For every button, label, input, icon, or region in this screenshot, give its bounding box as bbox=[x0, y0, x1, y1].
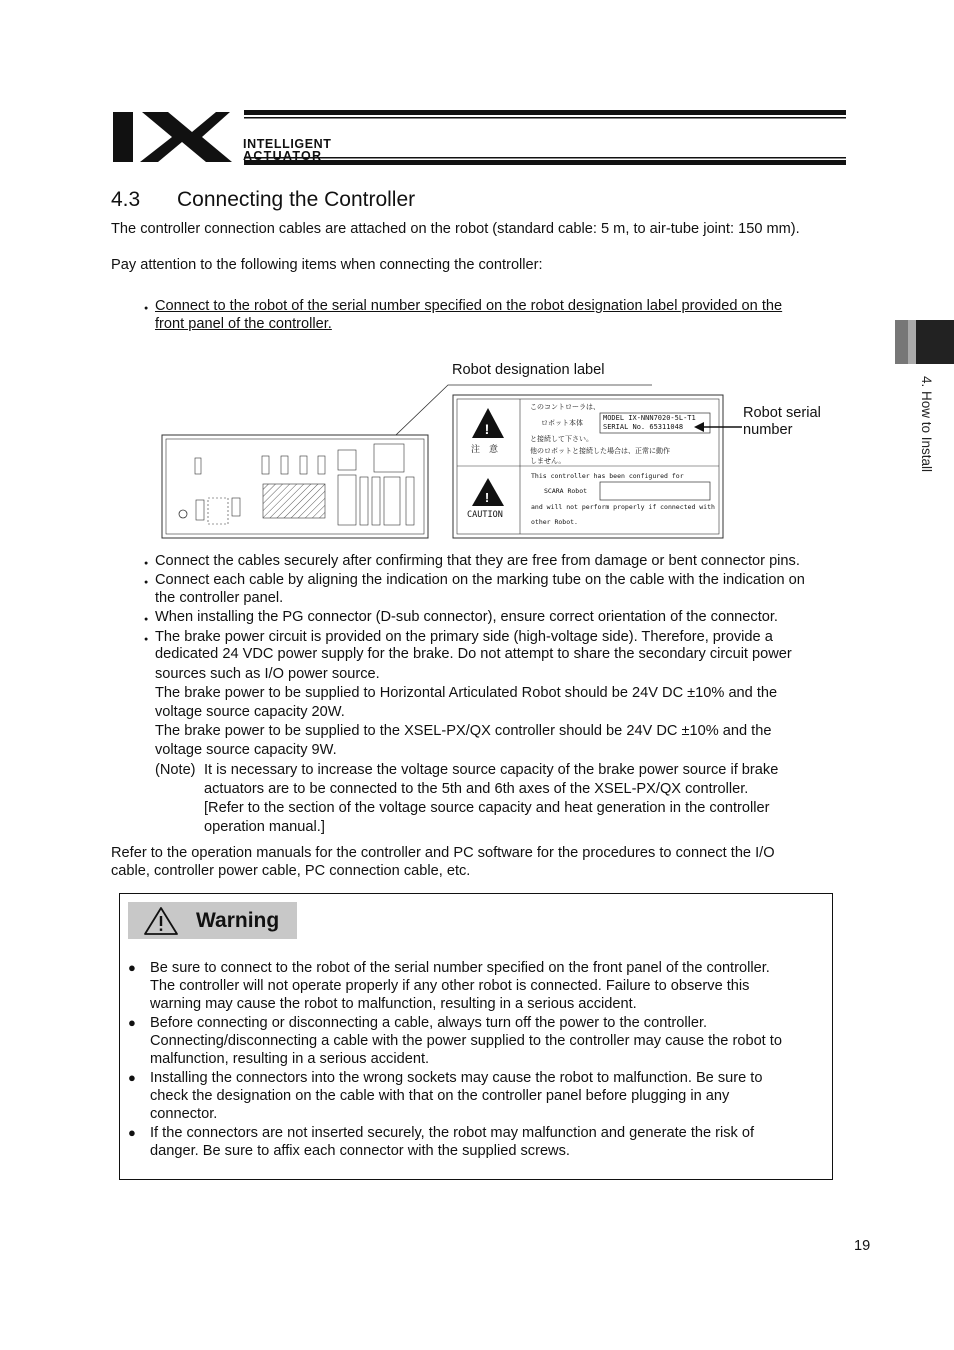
warning-item-cont: malfunction, resulting in a serious accident. bbox=[150, 1051, 430, 1067]
jp-line1: このコントローラは、 bbox=[530, 403, 600, 411]
note-prefix: (Note) bbox=[155, 762, 196, 778]
list-item: ● Connect each cable by aligning the indication on the marking tube on the cable with the indication on bbox=[155, 571, 805, 590]
brake-text: The brake power to be supplied to Horizontal Articulated Robot should be 24V DC ±10% and the bbox=[155, 685, 778, 701]
jp-line5: しません。 bbox=[530, 457, 566, 465]
page-number: 19 bbox=[854, 1238, 871, 1254]
warning-item-cont: connector. bbox=[150, 1106, 218, 1122]
intro-paragraph: The controller connection cables are attached on the robot (standard cable: 5 m, to air-tube joint: 150 mm). bbox=[111, 221, 800, 237]
jp-line2: ロボット本体 bbox=[541, 419, 583, 427]
jp-line3: と接続して下さい。 bbox=[530, 435, 593, 443]
brand-line2: ACTUATOR bbox=[243, 149, 323, 163]
ix-logo bbox=[110, 108, 850, 168]
note-text: actuators are to be connected to the 5th and 6th axes of the XSEL-PX/QX controller. bbox=[204, 781, 749, 797]
warning-item-cont: Connecting/disconnecting a cable with the power supplied to the controller may cause the robot to bbox=[150, 1033, 782, 1049]
refer-paragraph: Refer to the operation manuals for the controller and PC software for the procedures to connect the I/O bbox=[111, 845, 775, 861]
serial-callout-line1: Robot serial bbox=[743, 405, 821, 421]
warning-item: ● Before connecting or disconnecting a cable, always turn off the power to the controller. bbox=[150, 1014, 707, 1033]
warning-item-cont: warning may cause the robot to malfunction, resulting in a serious accident. bbox=[150, 996, 637, 1012]
warning-header bbox=[128, 902, 297, 939]
section-number: 4.3 bbox=[111, 188, 141, 211]
warning-item-cont: check the designation on the cable with that on the controller panel before plugging in any bbox=[150, 1088, 730, 1104]
side-tab bbox=[916, 320, 954, 364]
serial-number: SERIAL No. 65311048 bbox=[603, 423, 684, 431]
note-text: [Refer to the section of the voltage source capacity and heat generation in the controller bbox=[204, 800, 770, 816]
list-item-cont: the controller panel. bbox=[155, 590, 284, 606]
key-bullet-line2: front panel of the controller. bbox=[155, 316, 332, 332]
side-tab-stripe-light bbox=[908, 320, 916, 364]
jp-caution-word: 注 意 bbox=[471, 445, 499, 455]
list-item: ● When installing the PG connector (D-sub connector), ensure correct orientation of the connector. bbox=[155, 608, 778, 627]
side-tab-stripe bbox=[895, 320, 908, 364]
list-item: ● The brake power circuit is provided on the primary side (high-voltage side). Therefore, provide a bbox=[155, 628, 773, 647]
brake-text: The brake power to be supplied to the XSEL-PX/QX controller should be 24V DC ±10% and the bbox=[155, 723, 772, 739]
controller-drawing bbox=[160, 380, 760, 545]
note-text: It is necessary to increase the voltage source capacity of the brake power source if brake bbox=[204, 762, 779, 778]
model-number: MODEL IX-NNN7020-5L-T1 bbox=[603, 414, 696, 422]
warning-item-cont: The controller will not operate properly if any other robot is connected. Failure to observe this bbox=[150, 978, 750, 994]
brand-line1: INTELLIGENT bbox=[243, 137, 332, 151]
en-line4: other Robot. bbox=[531, 518, 578, 526]
warning-item: ● Be sure to connect to the robot of the serial number specified on the front panel of the controller. bbox=[150, 959, 770, 978]
svg-text:!: ! bbox=[484, 421, 490, 437]
warning-triangle-icon bbox=[143, 906, 179, 936]
brake-text: voltage source capacity 9W. bbox=[155, 742, 337, 758]
list-item: ● Connect the cables securely after confirming that they are free from damage or bent connector pins. bbox=[155, 552, 800, 571]
key-bullet-line1: ● Connect to the robot of the serial number specified on the robot designation label provided on the bbox=[155, 297, 782, 316]
list-item-cont: sources such as I/O power source. bbox=[155, 666, 380, 682]
designation-label-callout: Robot designation label bbox=[452, 362, 605, 378]
warning-item-cont: danger. Be sure to affix each connector with the supplied screws. bbox=[150, 1143, 570, 1159]
list-item-cont: dedicated 24 VDC power supply for the brake. Do not attempt to share the secondary circuit power bbox=[155, 646, 792, 662]
note-text: operation manual.] bbox=[204, 819, 325, 835]
caution-word: CAUTION bbox=[467, 510, 503, 520]
serial-callout-line2: number bbox=[743, 422, 793, 438]
brake-text: voltage source capacity 20W. bbox=[155, 704, 345, 720]
side-tab-label: 4. How to Install bbox=[919, 376, 934, 473]
warning-title: Warning bbox=[196, 909, 280, 932]
section-title: Connecting the Controller bbox=[177, 188, 416, 211]
warning-item: ● If the connectors are not inserted securely, the robot may malfunction and generate the risk of bbox=[150, 1124, 754, 1143]
en-line1: This controller has been configured for bbox=[531, 472, 684, 480]
svg-text:!: ! bbox=[484, 490, 490, 505]
intro-paragraph-2: Pay attention to the following items when connecting the controller: bbox=[111, 257, 543, 273]
jp-line4: 他のロボットと接続した場合は、正常に動作 bbox=[530, 447, 670, 455]
refer-paragraph-2: cable, controller power cable, PC connection cable, etc. bbox=[111, 863, 471, 879]
en-line3: and will not perform properly if connected with bbox=[531, 503, 715, 511]
warning-item: ● Installing the connectors into the wrong sockets may cause the robot to malfunction. Be sure to bbox=[150, 1069, 762, 1088]
en-line2: SCARA Robot bbox=[544, 487, 588, 495]
